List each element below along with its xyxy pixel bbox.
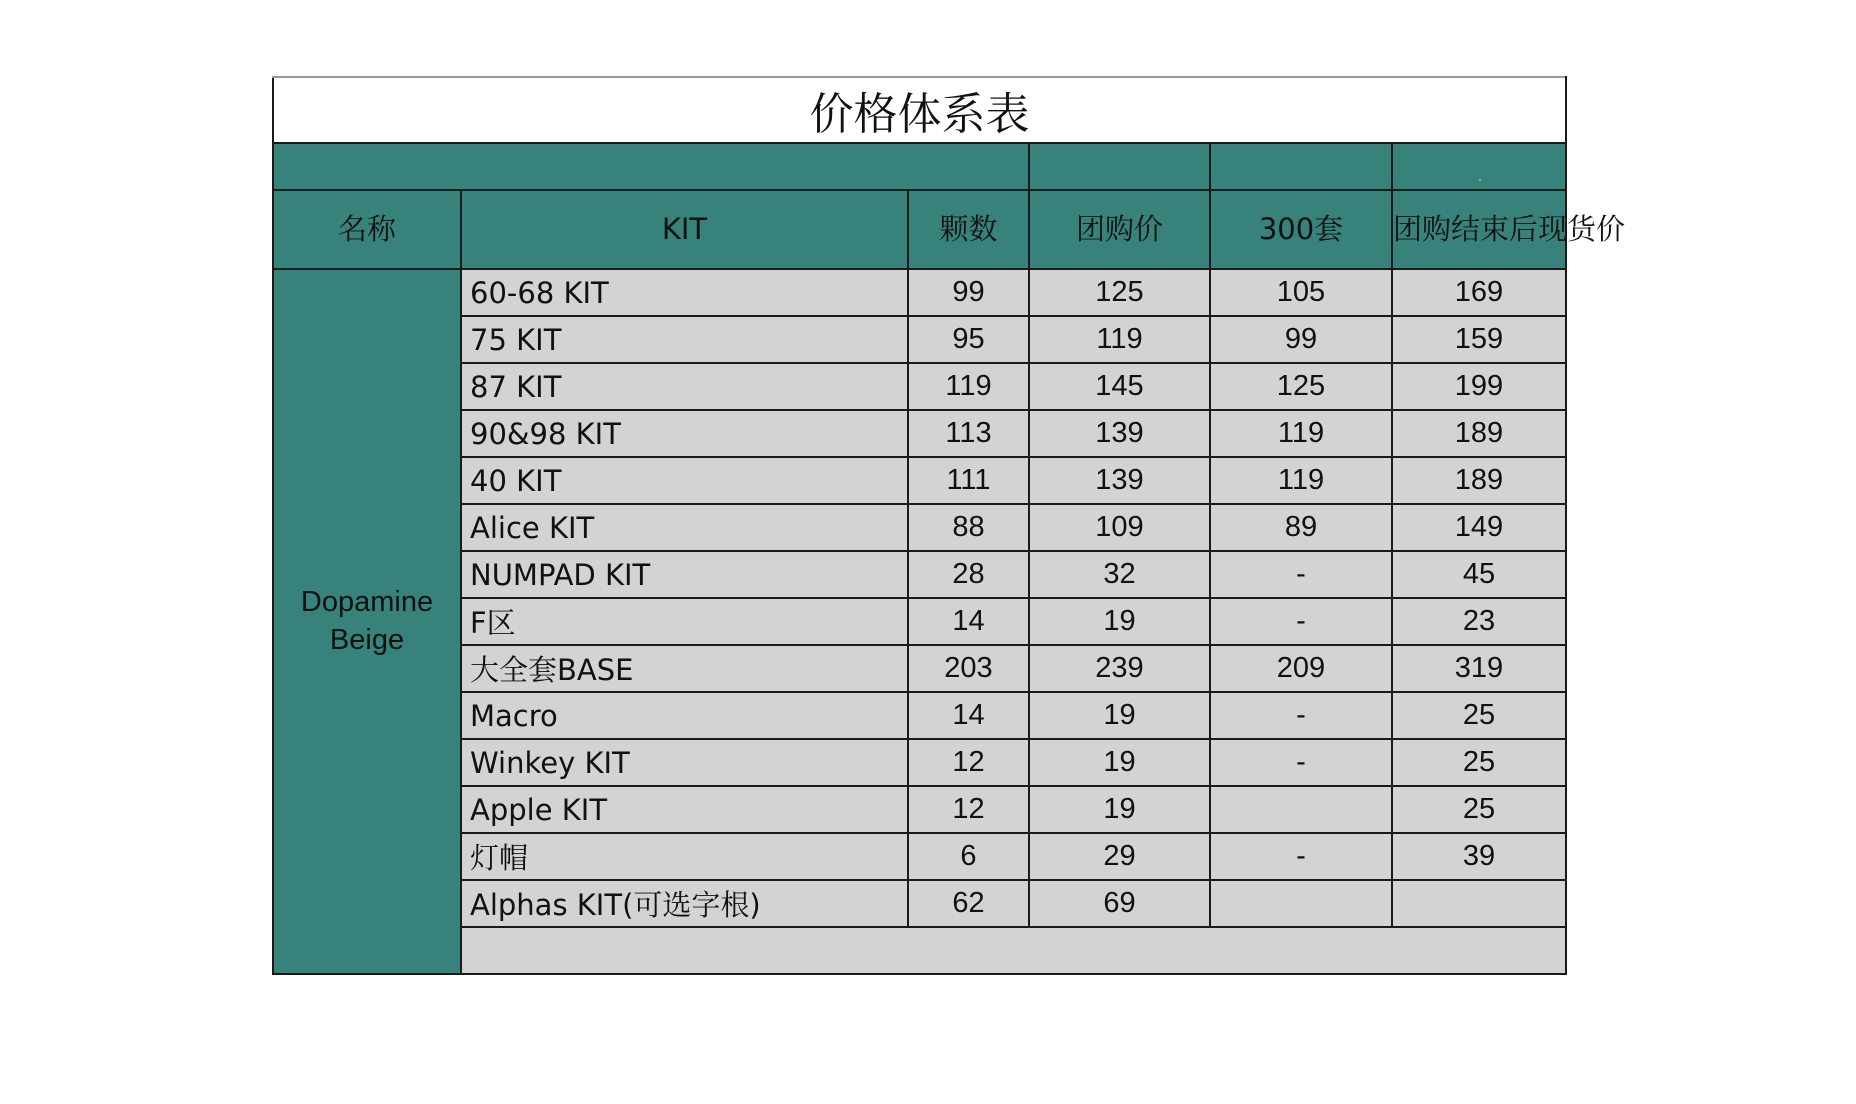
header-row — [273, 190, 1566, 269]
cell-group-price: 19 — [1029, 786, 1210, 833]
cell-set300: 89 — [1210, 504, 1392, 551]
cell-set300: 99 — [1210, 316, 1392, 363]
cell-kit: 大全套BASE — [461, 645, 908, 692]
table-row — [273, 786, 1566, 833]
cell-set300 — [1210, 786, 1392, 833]
cell-count: 14 — [908, 692, 1029, 739]
cell-kit: Alice KIT — [461, 504, 908, 551]
band-cell — [1392, 143, 1566, 190]
cell-set300: - — [1210, 692, 1392, 739]
cell-group-price: 145 — [1029, 363, 1210, 410]
cell-set300: - — [1210, 551, 1392, 598]
cell-after-price: 159 — [1392, 316, 1566, 363]
footer-row — [273, 927, 1566, 974]
cell-kit: 40 KIT — [461, 457, 908, 504]
cell-set300: - — [1210, 833, 1392, 880]
cell-group-price: 109 — [1029, 504, 1210, 551]
cell-set300: 209 — [1210, 645, 1392, 692]
title-row — [273, 77, 1566, 143]
cell-group-price: 69 — [1029, 880, 1210, 927]
header-kit: KIT — [461, 190, 908, 269]
cell-count: 99 — [908, 269, 1029, 316]
cell-count: 95 — [908, 316, 1029, 363]
band-cell — [1029, 143, 1210, 190]
cell-after-price: 23 — [1392, 598, 1566, 645]
cell-kit: Apple KIT — [461, 786, 908, 833]
cell-kit: Macro — [461, 692, 908, 739]
cell-after-price: 149 — [1392, 504, 1566, 551]
cell-kit: 灯帽 — [461, 833, 908, 880]
cell-after-price: 25 — [1392, 786, 1566, 833]
cell-count: 62 — [908, 880, 1029, 927]
cell-set300: 119 — [1210, 410, 1392, 457]
cell-count: 12 — [908, 739, 1029, 786]
cell-after-price: 169 — [1392, 269, 1566, 316]
header-set300: 300套 — [1210, 190, 1392, 269]
cell-set300: - — [1210, 739, 1392, 786]
cell-group-price: 19 — [1029, 739, 1210, 786]
table-row — [273, 645, 1566, 692]
table-row — [273, 833, 1566, 880]
cell-after-price — [1392, 880, 1566, 927]
dot-mark — [1479, 179, 1481, 181]
cell-group-price: 125 — [1029, 269, 1210, 316]
cell-after-price: 189 — [1392, 457, 1566, 504]
cell-after-price: 39 — [1392, 833, 1566, 880]
cell-set300: 125 — [1210, 363, 1392, 410]
series-name-cell: Dopamine Beige — [273, 269, 461, 974]
cell-group-price: 119 — [1029, 316, 1210, 363]
cell-after-price: 189 — [1392, 410, 1566, 457]
cell-kit: Winkey KIT — [461, 739, 908, 786]
cell-group-price: 29 — [1029, 833, 1210, 880]
table-row — [273, 363, 1566, 410]
cell-kit: NUMPAD KIT — [461, 551, 908, 598]
cell-set300 — [1210, 880, 1392, 927]
table-row — [273, 457, 1566, 504]
cell-group-price: 139 — [1029, 457, 1210, 504]
table-row — [273, 692, 1566, 739]
cell-after-price: 45 — [1392, 551, 1566, 598]
cell-kit: F区 — [461, 598, 908, 645]
cell-group-price: 32 — [1029, 551, 1210, 598]
table-row — [273, 551, 1566, 598]
header-count: 颗数 — [908, 190, 1029, 269]
table-row — [273, 316, 1566, 363]
table-title: 价格体系表 — [273, 77, 1566, 143]
cell-set300: 105 — [1210, 269, 1392, 316]
cell-count: 119 — [908, 363, 1029, 410]
cell-count: 12 — [908, 786, 1029, 833]
cell-kit: 87 KIT — [461, 363, 908, 410]
cell-count: 14 — [908, 598, 1029, 645]
table-row — [273, 598, 1566, 645]
table-row — [273, 269, 1566, 316]
header-after-price: 团购结束后现货价 — [1392, 190, 1566, 269]
footer-cell — [461, 927, 1566, 974]
cell-after-price: 25 — [1392, 739, 1566, 786]
cell-count: 28 — [908, 551, 1029, 598]
price-table — [272, 76, 1626, 975]
cell-count: 111 — [908, 457, 1029, 504]
cell-count: 88 — [908, 504, 1029, 551]
table-row — [273, 504, 1566, 551]
cell-set300: - — [1210, 598, 1392, 645]
cell-group-price: 139 — [1029, 410, 1210, 457]
cell-after-price: 319 — [1392, 645, 1566, 692]
cell-kit: 90&98 KIT — [461, 410, 908, 457]
band-cell — [1210, 143, 1392, 190]
table-row — [273, 410, 1566, 457]
cell-group-price: 19 — [1029, 598, 1210, 645]
cell-kit: Alphas KIT(可选字根) — [461, 880, 908, 927]
cell-kit: 60-68 KIT — [461, 269, 908, 316]
band-row — [273, 143, 1566, 190]
cell-after-price: 199 — [1392, 363, 1566, 410]
cell-kit: 75 KIT — [461, 316, 908, 363]
cell-count: 6 — [908, 833, 1029, 880]
band-cell — [273, 143, 1029, 190]
header-name: 名称 — [273, 190, 461, 269]
table-row — [273, 880, 1566, 927]
cell-set300: 119 — [1210, 457, 1392, 504]
header-group-price: 团购价 — [1029, 190, 1210, 269]
table-row — [273, 739, 1566, 786]
price-sheet — [272, 76, 1626, 975]
cell-count: 113 — [908, 410, 1029, 457]
cell-count: 203 — [908, 645, 1029, 692]
cell-group-price: 19 — [1029, 692, 1210, 739]
cell-after-price: 25 — [1392, 692, 1566, 739]
cell-group-price: 239 — [1029, 645, 1210, 692]
